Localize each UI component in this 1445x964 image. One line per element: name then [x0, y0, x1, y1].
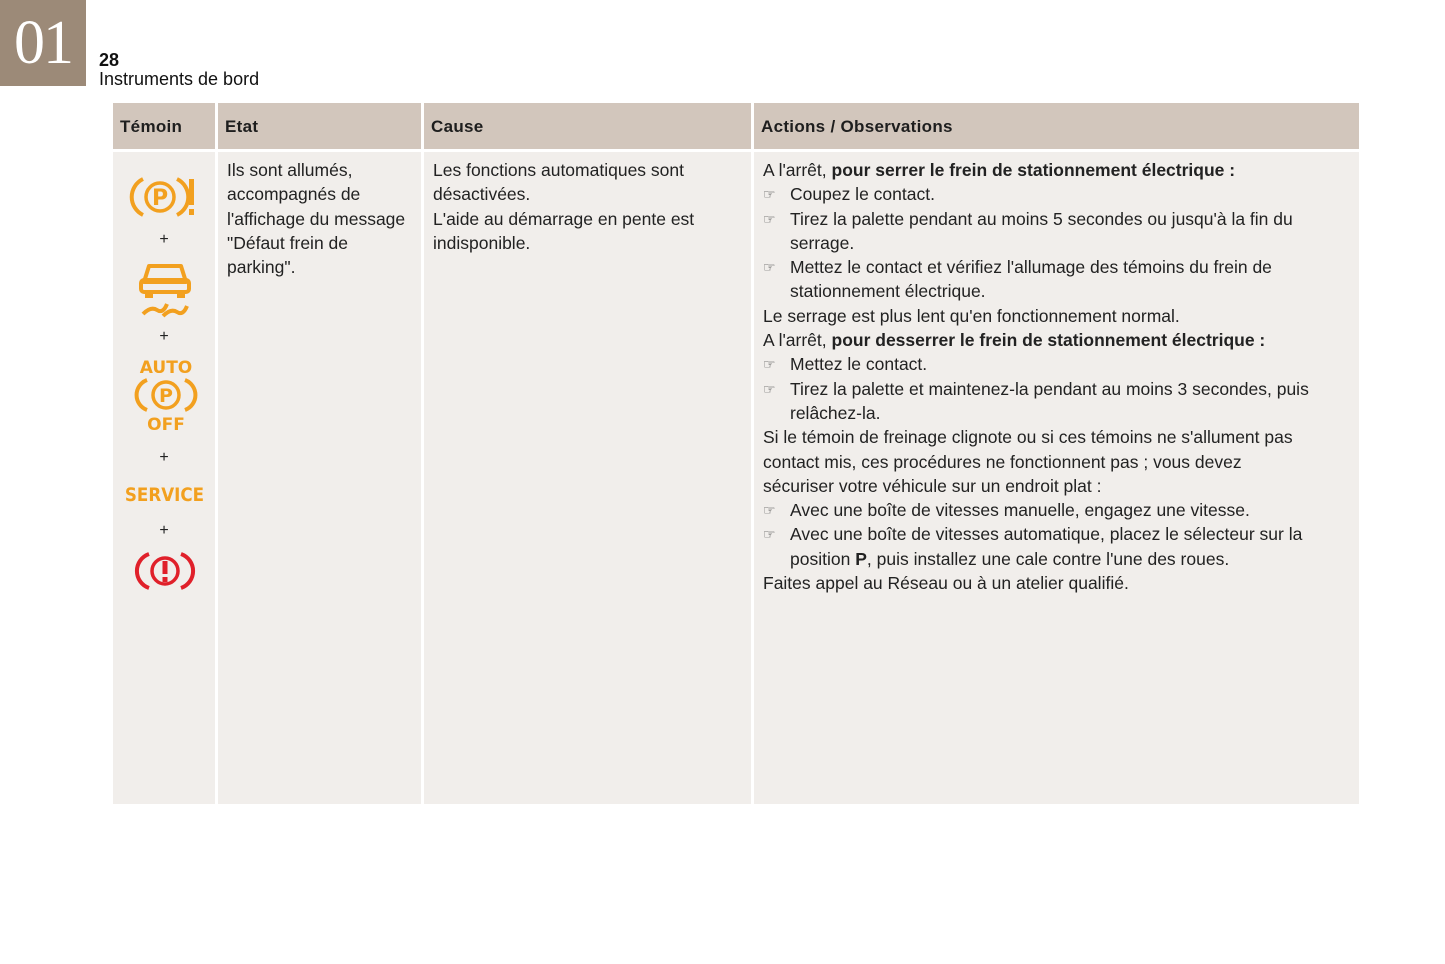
- list-item: ☞ Avec une boîte de vitesses manuelle, engagez une vitesse.: [763, 498, 1351, 522]
- auto-park-p-letter: P: [159, 385, 173, 407]
- brake-alert-icon: [140, 551, 190, 591]
- list-item: ☞ Coupez le contact.: [763, 182, 1351, 206]
- header-etat: Etat: [218, 103, 421, 149]
- witness-cell: [113, 152, 215, 804]
- page-number: 28: [99, 50, 120, 70]
- fallback-paragraph: Si le témoin de freinage clignote ou si ces témoins ne s'allument pas contact mis, ces procédures ne fonctionnent pas ; vous devez sécuriser votre véhicule sur un endroit plat :: [763, 427, 1293, 496]
- auto-label: AUTO: [139, 358, 193, 378]
- off-label: OFF: [147, 415, 185, 435]
- pointing-hand-icon: ☞: [763, 526, 776, 543]
- section-title: Instruments de bord: [99, 69, 260, 89]
- list-item: ☞ Mettez le contact.: [763, 352, 1351, 376]
- chapter-number: 01: [0, 0, 86, 86]
- pointing-hand-icon: ☞: [763, 186, 776, 203]
- list-item: ☞ Mettez le contact et vérifiez l'allumage des témoins du frein de stationnement électrique.: [763, 257, 1272, 302]
- pointing-hand-icon: ☞: [763, 502, 776, 519]
- list-item: ☞ Tirez la palette et maintenez-la pendant au moins 3 secondes, puis relâchez-la.: [763, 378, 1309, 423]
- auto-park-off-icon: [135, 356, 197, 435]
- pointing-hand-icon: ☞: [763, 380, 776, 397]
- pointing-hand-icon: ☞: [763, 210, 776, 227]
- cause-cell: [424, 152, 751, 804]
- state-cell: Ils sont allumés, accompagnés de l'affichage du message "Défaut frein de parking".: [218, 152, 421, 804]
- warning-lights-table: [113, 103, 1359, 804]
- parking-p-letter: P: [151, 186, 169, 211]
- list-item: ☞ Avec une boîte de vitesses automatique, placez le sélecteur sur la position P, puis installez une cale contre l'une des roues.: [763, 524, 1303, 569]
- pointing-hand-icon: ☞: [763, 356, 776, 373]
- header-temoin: Témoin: [113, 103, 215, 149]
- plus-separator: +: [159, 328, 169, 345]
- list-item: ☞ Tirez la palette pendant au moins 5 secondes ou jusqu'à la fin du serrage.: [763, 208, 1293, 253]
- lock-heading: A l'arrêt, pour serrer le frein de stationnement électrique :: [763, 160, 1236, 180]
- hill-start-assist-icon: [137, 260, 193, 320]
- plus-separator: +: [159, 522, 169, 539]
- release-heading: A l'arrêt, pour desserrer le frein de stationnement électrique :: [763, 330, 1266, 351]
- cause-line: Les fonctions automatiques sont désactivées.: [433, 160, 684, 205]
- header-cause: Cause: [424, 103, 751, 149]
- lock-note: Le serrage est plus lent qu'en fonctionnement normal.: [763, 305, 1180, 326]
- cause-line: L'aide au démarrage en pente est indisponible.: [433, 208, 695, 253]
- plus-separator: +: [159, 449, 169, 466]
- closing-note: Faites appel au Réseau ou à un atelier qualifié.: [763, 573, 1129, 594]
- header-actions: Actions / Observations: [754, 103, 1359, 149]
- plus-separator: +: [159, 231, 169, 248]
- pointing-hand-icon: ☞: [763, 259, 776, 276]
- service-icon: [124, 480, 204, 507]
- parking-brake-warning-icon: [133, 175, 199, 219]
- service-label: SERVICE: [124, 484, 204, 507]
- actions-cell: [754, 152, 1359, 804]
